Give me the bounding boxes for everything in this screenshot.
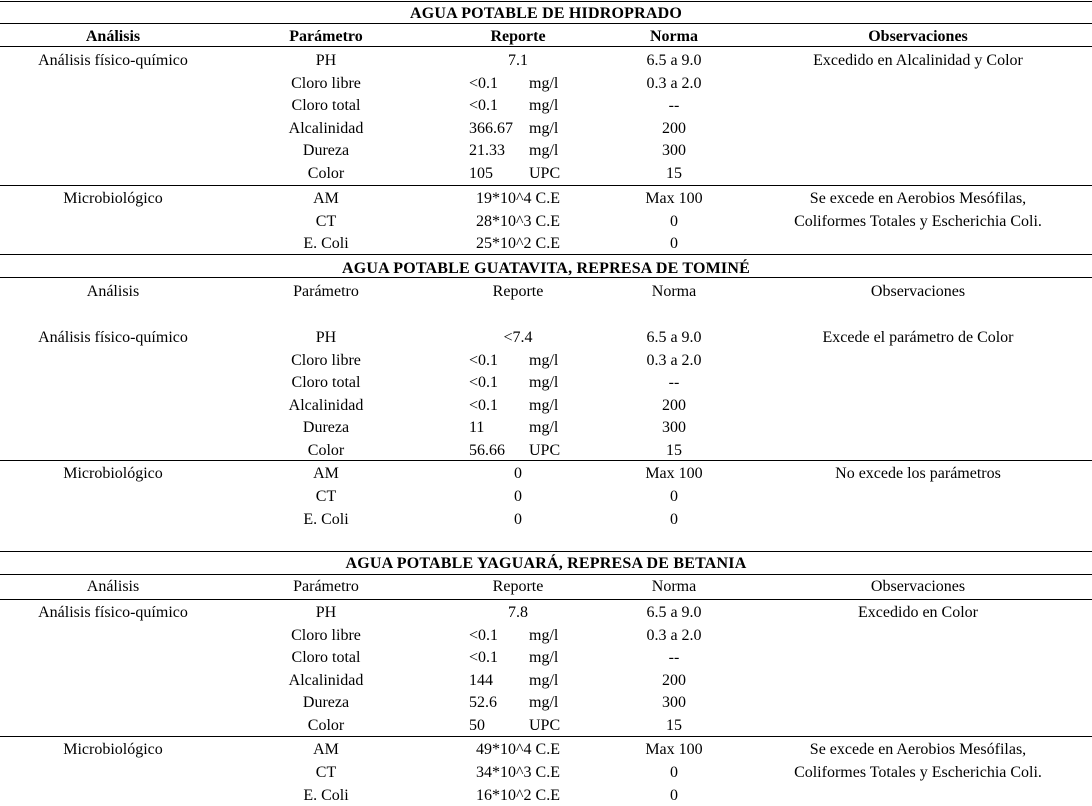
report-unit: mg/l	[529, 75, 559, 92]
norm-cell: 15	[666, 442, 682, 459]
table-rule	[0, 736, 1092, 737]
parameter-cell: Alcalinidad	[288, 672, 364, 689]
norm-cell: Max 100	[645, 465, 703, 482]
norm-cell: 0.3 a 2.0	[646, 75, 702, 92]
parameter-cell: AM	[313, 741, 339, 758]
column-header-analisis: Análisis	[85, 28, 141, 45]
report-value: 34*10^3 C.E	[476, 764, 560, 781]
norm-cell: 200	[662, 397, 686, 414]
observation-fisico: Excedido en Alcalinidad y Color	[813, 52, 1023, 69]
report-value: 50	[469, 717, 485, 734]
norm-cell: 300	[662, 694, 686, 711]
report-value: <0.1	[469, 352, 499, 369]
norm-cell: 0	[670, 488, 678, 505]
parameter-cell: PH	[315, 52, 337, 69]
report-value: 52.6	[469, 694, 497, 711]
observation-fisico: Excede el parámetro de Color	[822, 329, 1014, 346]
norm-cell: --	[668, 649, 680, 666]
parameter-cell: Alcalinidad	[288, 120, 364, 137]
report-unit: mg/l	[529, 419, 559, 436]
column-header-norma: Norma	[651, 283, 697, 300]
parameter-cell: Cloro total	[291, 374, 361, 391]
report-value: <7.4	[503, 329, 533, 346]
norm-cell: 0	[670, 787, 678, 804]
parameter-cell: Cloro libre	[291, 75, 361, 92]
parameter-cell: Cloro libre	[291, 352, 361, 369]
report-unit: UPC	[529, 442, 561, 459]
norm-cell: Max 100	[645, 741, 703, 758]
norm-cell: 15	[666, 165, 682, 182]
parameter-cell: Dureza	[302, 694, 350, 711]
norm-cell: 0.3 a 2.0	[646, 352, 702, 369]
parameter-cell: E. Coli	[303, 787, 349, 804]
report-value: 7.8	[508, 604, 528, 621]
column-header-analisis: Análisis	[86, 578, 140, 595]
report-value: 25*10^2 C.E	[476, 235, 560, 252]
report-value: 19*10^4 C.E	[476, 190, 560, 207]
report-unit: mg/l	[529, 97, 559, 114]
analysis-label-fisico: Análisis físico-químico	[38, 52, 188, 69]
parameter-cell: PH	[315, 604, 337, 621]
parameter-cell: Color	[307, 442, 345, 459]
report-unit: mg/l	[529, 374, 559, 391]
parameter-cell: E. Coli	[303, 235, 349, 252]
report-value: 7.1	[508, 52, 528, 69]
report-value: 0	[514, 465, 522, 482]
report-unit: UPC	[529, 717, 561, 734]
norm-cell: --	[668, 97, 680, 114]
column-header-observaciones: Observaciones	[870, 578, 966, 595]
parameter-cell: Color	[307, 165, 345, 182]
column-header-reporte: Reporte	[492, 578, 544, 595]
report-value: 28*10^3 C.E	[476, 213, 560, 230]
report-unit: mg/l	[529, 672, 559, 689]
analysis-label-fisico: Análisis físico-químico	[38, 604, 188, 621]
norm-cell: 6.5 a 9.0	[646, 329, 702, 346]
analysis-label-micro: Microbiológico	[63, 465, 163, 482]
column-header-observaciones: Observaciones	[870, 283, 966, 300]
report-unit: mg/l	[529, 397, 559, 414]
report-unit: mg/l	[529, 120, 559, 137]
parameter-cell: Dureza	[302, 142, 350, 159]
report-value: 0	[514, 488, 522, 505]
norm-cell: 0	[670, 511, 678, 528]
norm-cell: 200	[662, 672, 686, 689]
analysis-label-micro: Microbiológico	[63, 741, 163, 758]
report-value: <0.1	[469, 649, 499, 666]
report-value: 11	[469, 419, 485, 436]
report-value: 49*10^4 C.E	[476, 741, 560, 758]
norm-cell: 0	[670, 235, 678, 252]
norm-cell: 6.5 a 9.0	[646, 604, 702, 621]
parameter-cell: CT	[315, 488, 337, 505]
table-rule	[0, 574, 1092, 575]
report-value: 105	[469, 165, 493, 182]
parameter-cell: Cloro total	[291, 97, 361, 114]
section-title: AGUA POTABLE DE HIDROPRADO	[409, 5, 683, 22]
report-value: <0.1	[469, 627, 499, 644]
column-header-norma: Norma	[651, 578, 697, 595]
report-value: 21.33	[469, 142, 505, 159]
norm-cell: 15	[666, 717, 682, 734]
analysis-label-micro: Microbiológico	[63, 190, 163, 207]
section-title: AGUA POTABLE YAGUARÁ, REPRESA DE BETANIA	[345, 555, 747, 572]
report-value: 16*10^2 C.E	[476, 787, 560, 804]
norm-cell: 0	[670, 213, 678, 230]
parameter-cell: CT	[315, 213, 337, 230]
report-value: 56.66	[469, 442, 505, 459]
observation-micro: Se excede en Aerobios Mesófilas,	[809, 741, 1027, 758]
report-value: 366.67	[469, 120, 513, 137]
report-unit: mg/l	[529, 142, 559, 159]
report-unit: mg/l	[529, 649, 559, 666]
column-header-observaciones: Observaciones	[868, 28, 968, 45]
analysis-label-fisico: Análisis físico-químico	[38, 329, 188, 346]
observation-fisico: Excedido en Color	[858, 604, 978, 621]
table-rule	[0, 599, 1092, 600]
report-value: <0.1	[469, 97, 499, 114]
report-unit: UPC	[529, 165, 561, 182]
observation-micro: Coliformes Totales y Escherichia Coli.	[794, 213, 1042, 230]
parameter-cell: Cloro total	[291, 649, 361, 666]
section-title: AGUA POTABLE GUATAVITA, REPRESA DE TOMINÉ	[342, 260, 750, 277]
norm-cell: 6.5 a 9.0	[646, 52, 702, 69]
parameter-cell: CT	[315, 764, 337, 781]
column-header-reporte: Reporte	[490, 28, 546, 45]
parameter-cell: Alcalinidad	[288, 397, 364, 414]
column-header-parametro: Parámetro	[293, 283, 359, 300]
report-value: 144	[469, 672, 493, 689]
norm-cell: 300	[662, 419, 686, 436]
report-value: <0.1	[469, 374, 499, 391]
table-rule	[0, 185, 1092, 186]
norm-cell: 0.3 a 2.0	[646, 627, 702, 644]
report-value: <0.1	[469, 397, 499, 414]
norm-cell: 300	[662, 142, 686, 159]
observation-micro: No excede los parámetros	[835, 465, 1001, 482]
parameter-cell: AM	[313, 465, 339, 482]
parameter-cell: Dureza	[302, 419, 350, 436]
column-header-parametro: Parámetro	[293, 578, 359, 595]
table-rule	[0, 551, 1092, 552]
report-value: <0.1	[469, 75, 499, 92]
report-unit: mg/l	[529, 627, 559, 644]
norm-cell: Max 100	[645, 190, 703, 207]
column-header-norma: Norma	[650, 28, 698, 45]
table-rule	[0, 1, 1092, 2]
observation-micro: Coliformes Totales y Escherichia Coli.	[794, 764, 1042, 781]
column-header-parametro: Parámetro	[289, 28, 363, 45]
table-rule	[0, 254, 1092, 255]
parameter-cell: AM	[313, 190, 339, 207]
column-header-analisis: Análisis	[86, 283, 140, 300]
norm-cell: 200	[662, 120, 686, 137]
parameter-cell: Cloro libre	[291, 627, 361, 644]
report-value: 0	[514, 511, 522, 528]
norm-cell: --	[668, 374, 680, 391]
column-header-reporte: Reporte	[492, 283, 544, 300]
parameter-cell: PH	[315, 329, 337, 346]
parameter-cell: E. Coli	[303, 511, 349, 528]
parameter-cell: Color	[307, 717, 345, 734]
observation-micro: Se excede en Aerobios Mesófilas,	[809, 190, 1027, 207]
report-unit: mg/l	[529, 694, 559, 711]
norm-cell: 0	[670, 764, 678, 781]
report-unit: mg/l	[529, 352, 559, 369]
